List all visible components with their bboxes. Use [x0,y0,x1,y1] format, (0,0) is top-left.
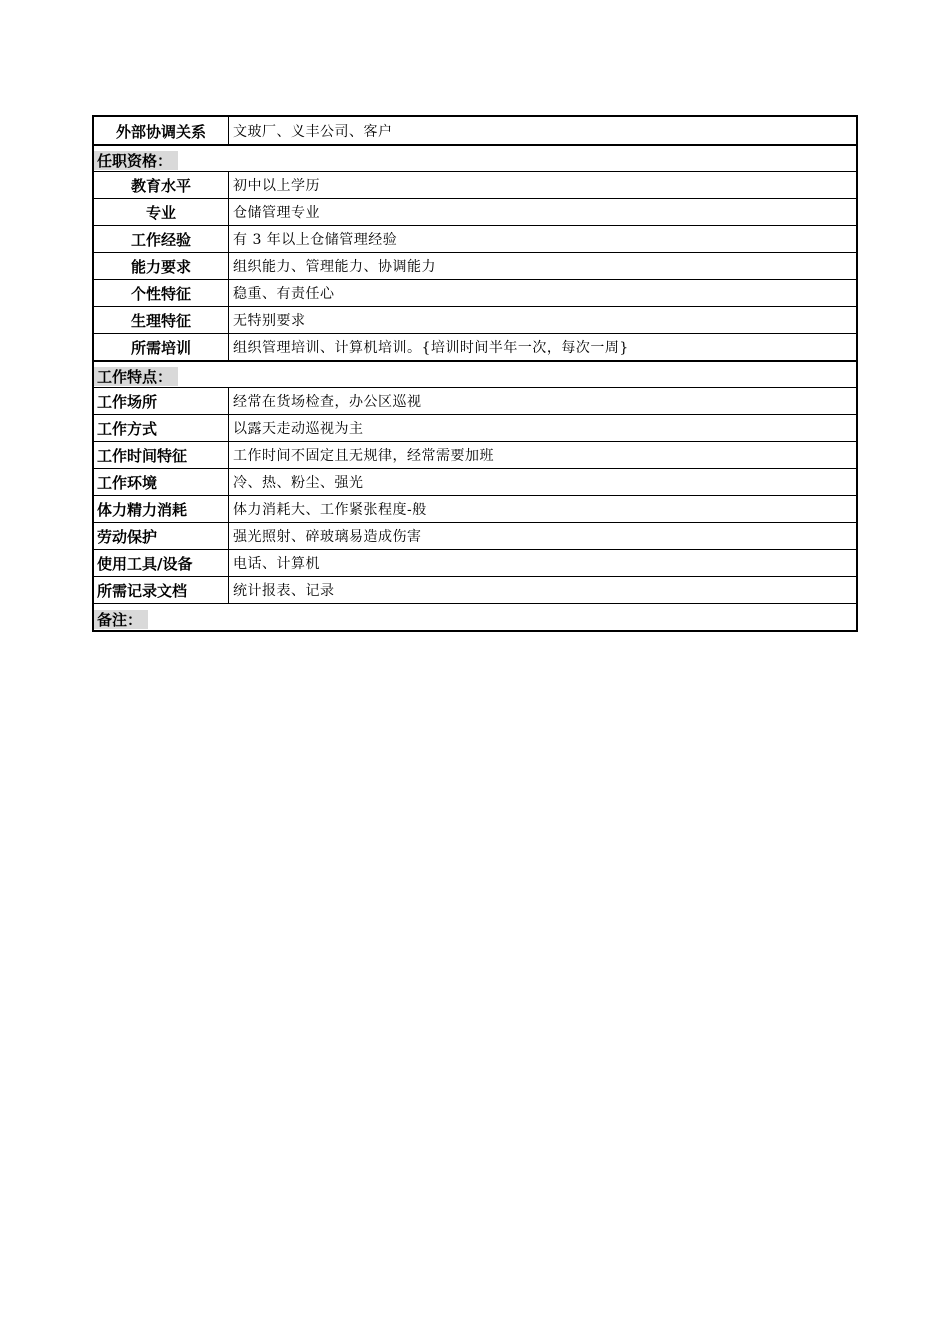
row-label: 能力要求 [94,253,229,279]
row-label: 劳动保护 [94,523,229,549]
row-label: 个性特征 [94,280,229,306]
section-title: 备注： [94,610,148,629]
table-row [94,441,856,468]
table-row [94,279,856,306]
job-description-table [92,115,858,632]
row-value: 经常在货场检查，办公区巡视 [233,394,422,410]
table-row [94,576,856,603]
table-row [94,468,856,495]
section-header-qualifications [94,144,856,171]
row-value: 强光照射、碎玻璃易造成伤害 [233,529,422,545]
row-value: 电话、计算机 [233,556,320,572]
row-label: 专业 [94,199,229,225]
row-value: 初中以上学历 [233,178,320,194]
row-value: 体力消耗大、工作紧张程度-般 [233,502,427,518]
table-row [94,333,856,360]
row-label: 外部协调关系 [94,117,229,144]
section-header-remarks [94,603,856,630]
row-value: 文玻厂、义丰公司、客户 [233,124,393,140]
table-row [94,495,856,522]
row-label: 教育水平 [94,172,229,198]
row-label: 所需培训 [94,334,229,360]
row-value: 组织能力、管理能力、协调能力 [233,259,436,275]
row-label: 工作时间特征 [94,442,229,468]
table-row [94,225,856,252]
section-title: 工作特点： [94,367,178,386]
section-header-work-features [94,360,856,387]
row-label: 体力精力消耗 [94,496,229,522]
row-value: 冷、热、粉尘、强光 [233,475,364,491]
row-value: 仓储管理专业 [233,205,320,221]
row-label: 工作环境 [94,469,229,495]
row-value: 组织管理培训、计算机培训。{培训时间半年一次，每次一周} [233,340,629,356]
row-value: 无特别要求 [233,313,306,329]
row-label: 所需记录文档 [94,577,229,603]
table-row [94,549,856,576]
table-row [94,522,856,549]
row-label: 工作方式 [94,415,229,441]
row-label: 使用工具/设备 [94,550,229,576]
row-value: 以露天走动巡视为主 [233,421,364,437]
table-row [94,387,856,414]
table-row [94,414,856,441]
row-label: 生理特征 [94,307,229,333]
table-row [94,117,856,144]
row-value: 工作时间不固定且无规律，经常需要加班 [233,448,494,464]
table-row [94,306,856,333]
section-title: 任职资格： [94,151,178,170]
row-value: 稳重、有责任心 [233,286,335,302]
table-row [94,171,856,198]
table-row [94,198,856,225]
table-row [94,252,856,279]
row-value: 有 3 年以上仓储管理经验 [233,232,398,248]
row-label: 工作场所 [94,388,229,414]
row-value: 统计报表、记录 [233,583,335,599]
row-label: 工作经验 [94,226,229,252]
